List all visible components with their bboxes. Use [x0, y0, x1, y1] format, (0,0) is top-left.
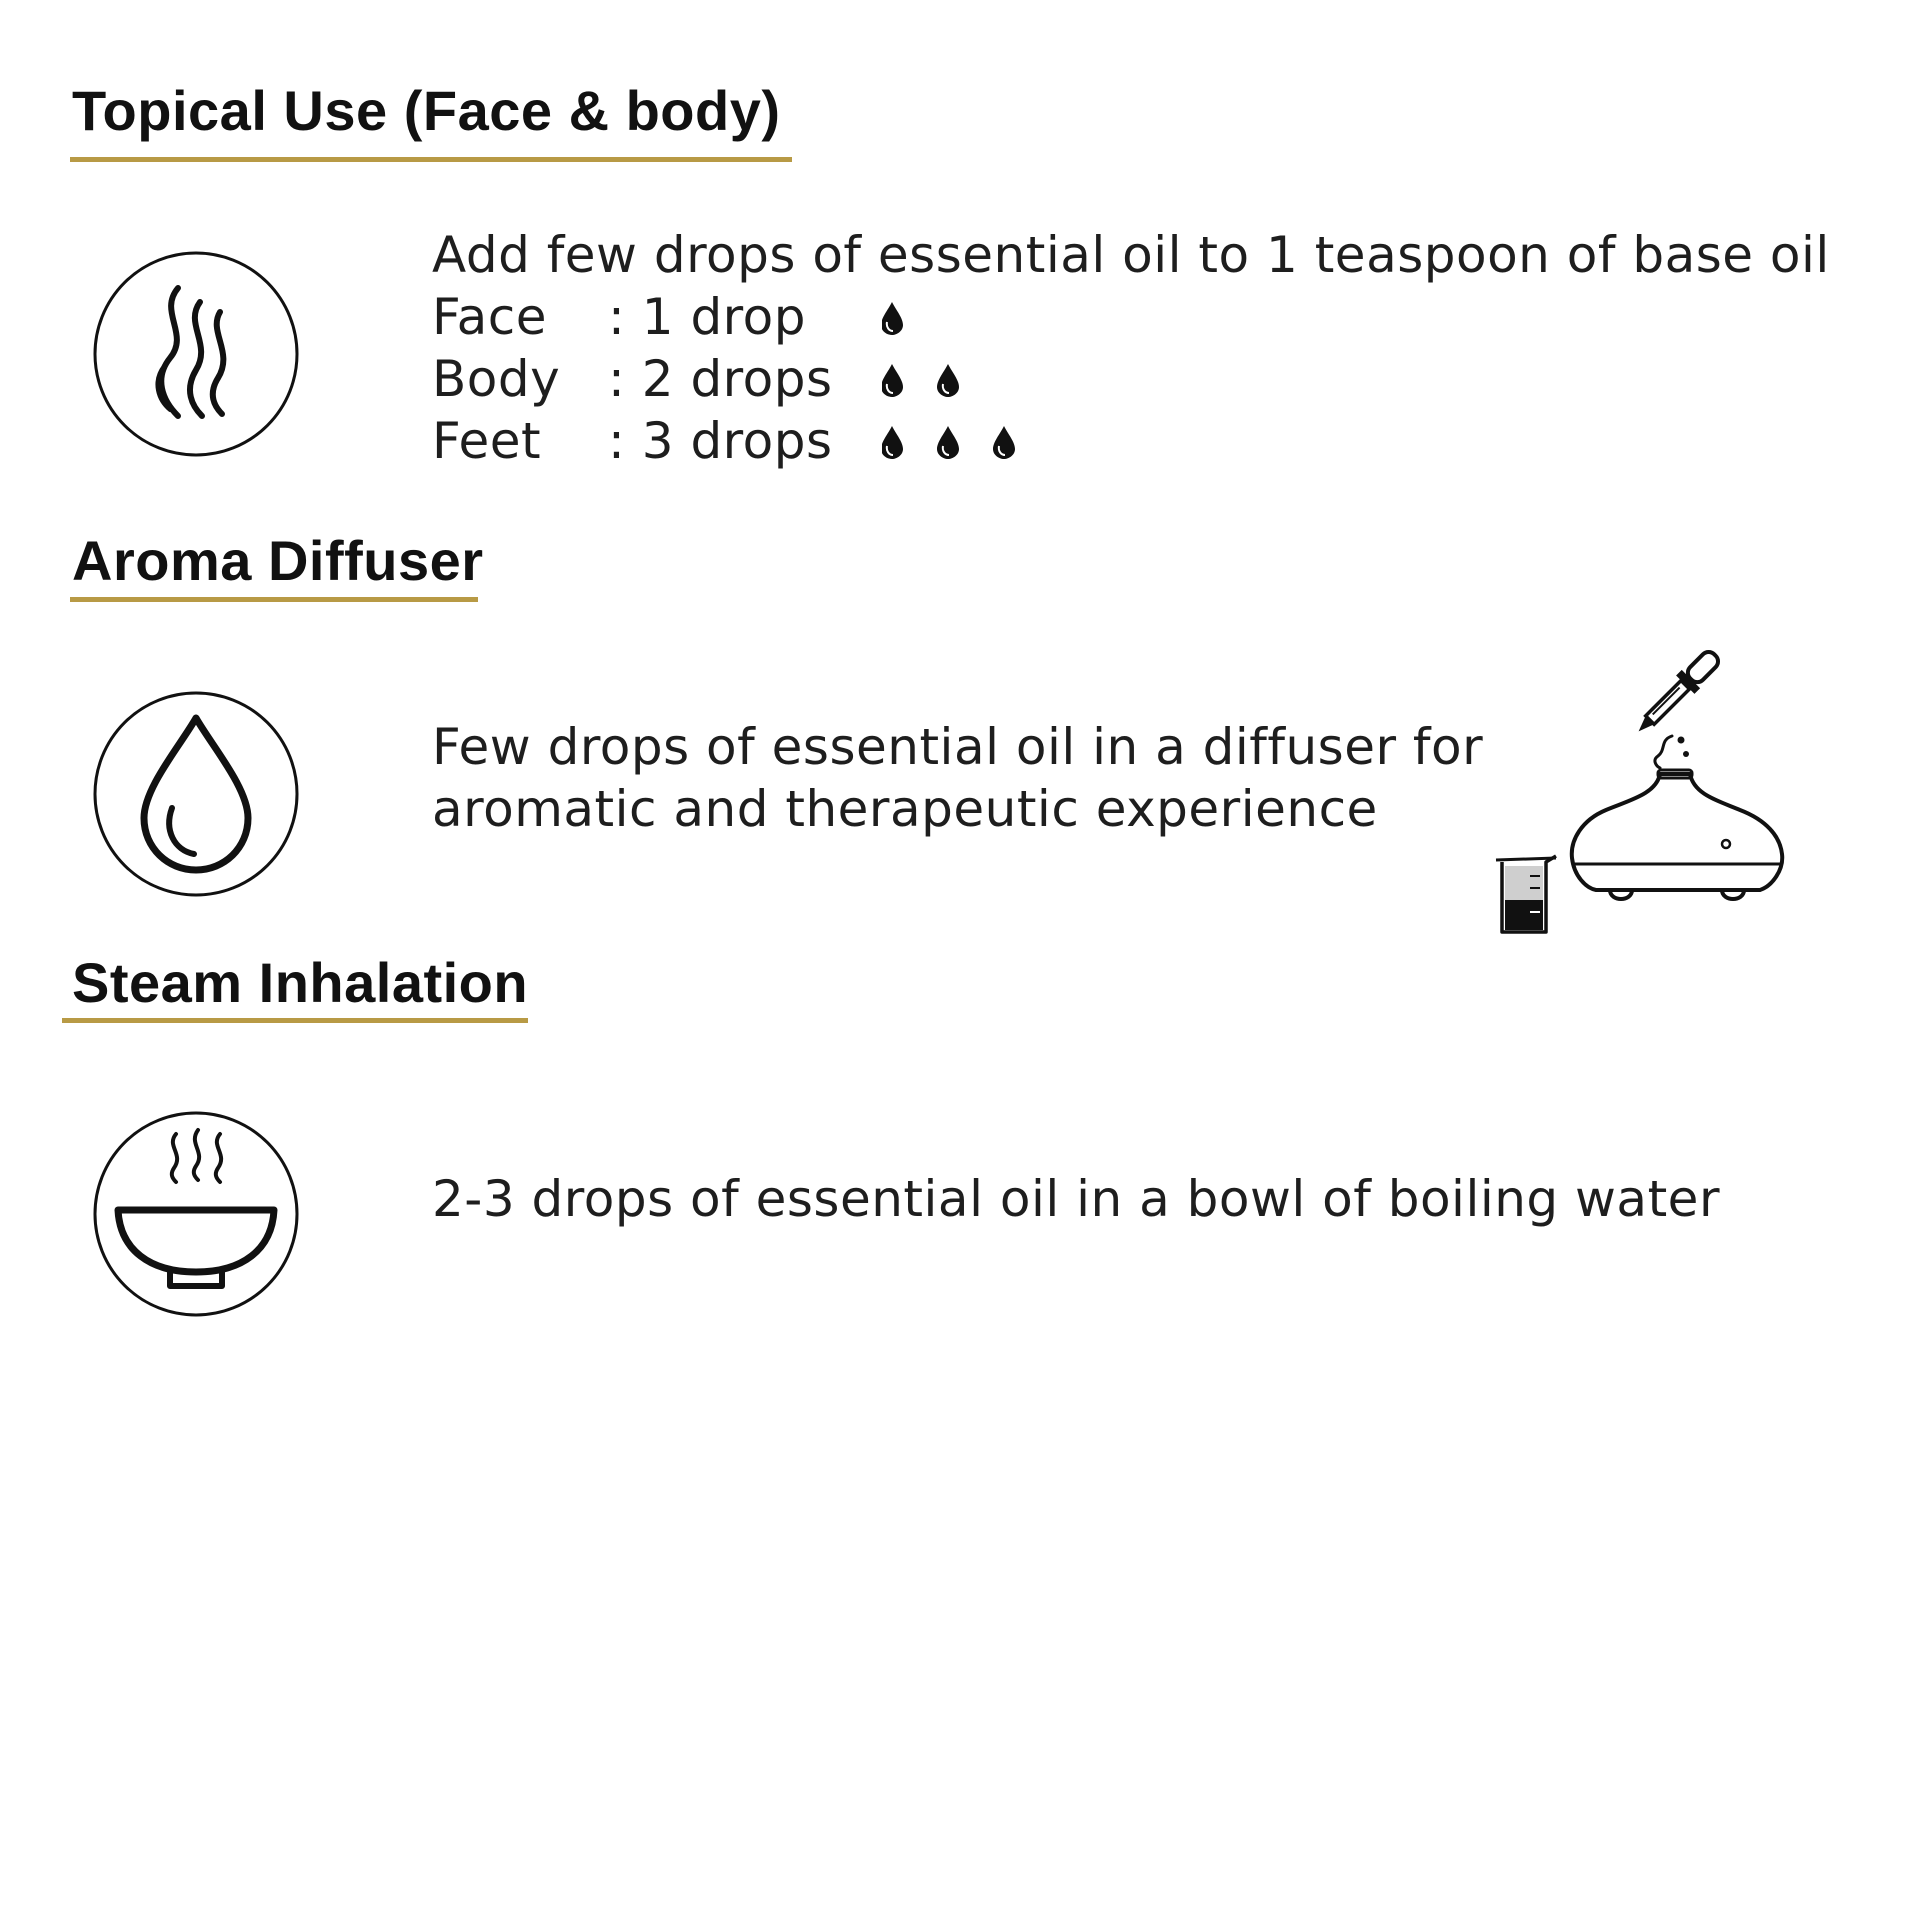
water-drop-icon	[92, 690, 300, 898]
diffuser-illustration	[1490, 640, 1790, 940]
aroma-diffuser-line-1: Few drops of essential oil in a diffuser for	[432, 718, 1484, 776]
topical-use-underline	[70, 157, 792, 162]
dose-label: Body	[432, 350, 561, 408]
drop-count-icon	[882, 300, 1042, 336]
dose-amount: : 3 drops	[608, 412, 833, 470]
topical-use-heading: Topical Use (Face & body)	[72, 79, 781, 142]
dose-amount: : 2 drops	[608, 350, 833, 408]
aroma-diffuser-heading: Aroma Diffuser	[72, 529, 484, 592]
steam-inhalation-instruction: 2-3 drops of essential oil in a bowl of boiling water	[432, 1170, 1720, 1228]
drop-count-icon	[882, 424, 1042, 460]
drop-count-icon	[882, 362, 1042, 398]
aroma-diffuser-line-2: aromatic and therapeutic experience	[432, 780, 1378, 838]
steam-waves-icon	[92, 250, 300, 458]
steam-inhalation-underline	[62, 1018, 528, 1023]
steam-inhalation-heading: Steam Inhalation	[72, 951, 529, 1014]
dose-label: Face	[432, 288, 548, 346]
dose-amount: : 1 drop	[608, 288, 806, 346]
topical-use-instruction: Add few drops of essential oil to 1 teaspoon of base oil	[432, 226, 1830, 284]
steaming-bowl-icon	[92, 1110, 300, 1318]
aroma-diffuser-underline	[70, 597, 478, 602]
dose-label: Feet	[432, 412, 542, 470]
